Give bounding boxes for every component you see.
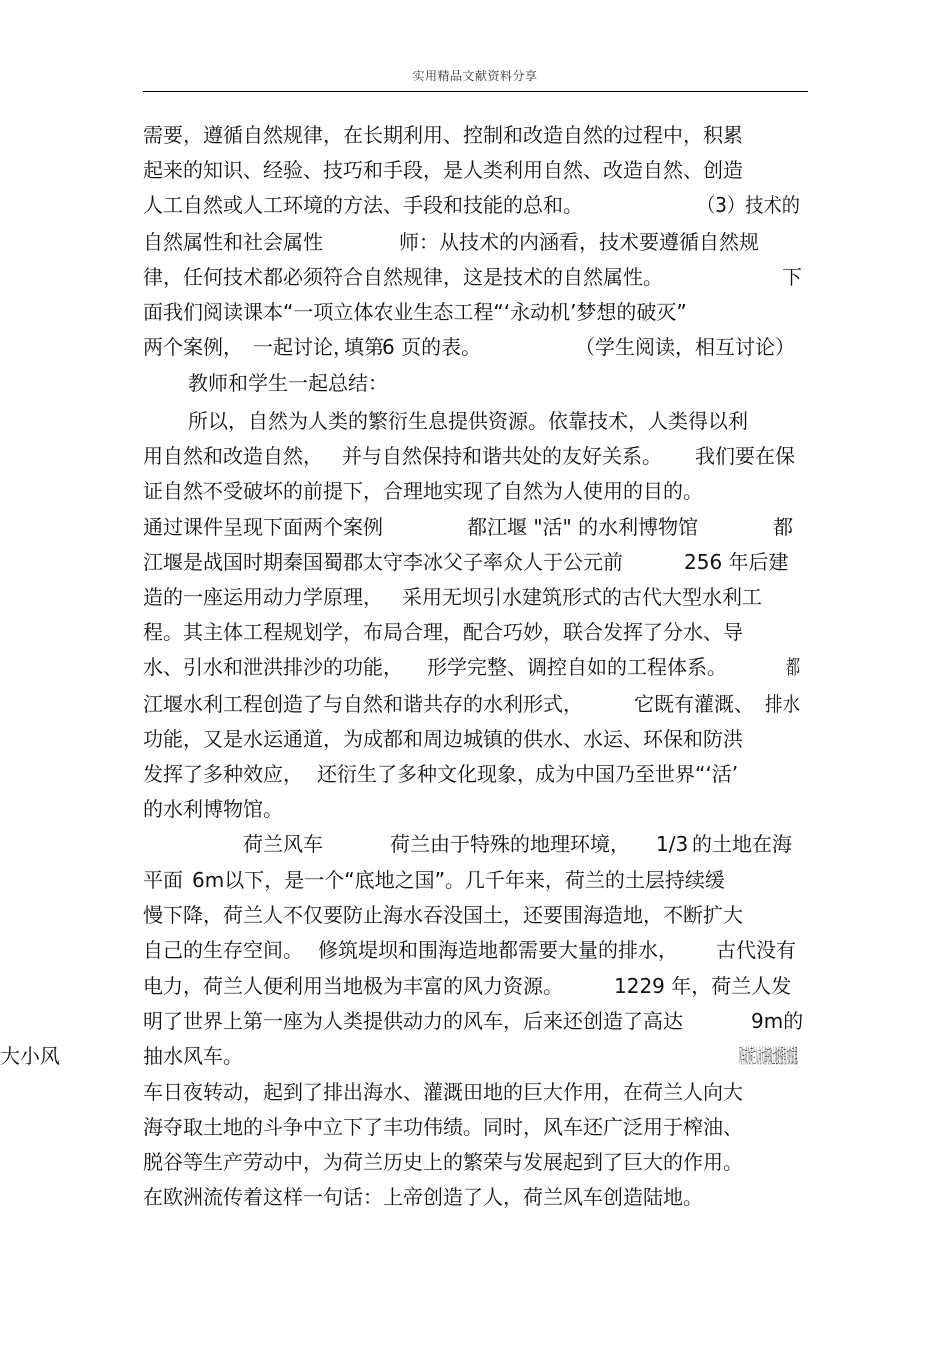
text-line	[0, 295, 950, 329]
text-segment: 电力，荷兰人便利用当地极为丰富的风力资源。	[143, 974, 563, 998]
text-segment: 证自然不受破坏的前提下，合理地实现了自然为人使用的目的。	[143, 479, 703, 503]
text-segment: 256 年后建	[684, 550, 789, 574]
text-line	[0, 1110, 950, 1144]
text-segment: （3）技术的	[697, 193, 801, 217]
text-segment: 抽水风车。	[143, 1044, 243, 1068]
text-segment: 我们要在保	[695, 444, 795, 468]
text-segment: 江堰水利工程创造了与自然和谐共存的水利形式，	[143, 692, 583, 716]
text-segment: 需要，遵循自然规律，在长期利用、控制和改造自然的过程中，积累	[143, 123, 743, 147]
text-line	[0, 687, 950, 721]
text-segment: 平面	[143, 868, 183, 892]
text-line	[0, 580, 950, 614]
text-segment: 一起讨论，	[253, 335, 353, 359]
text-segment: 江堰是战国时期秦国蜀郡太守李冰父子率众人于公元前	[143, 550, 623, 574]
text-line	[0, 933, 950, 967]
text-segment: 古代没有	[716, 938, 796, 962]
text-segment: 相互讨论）	[695, 335, 795, 359]
text-segment: 都	[786, 655, 800, 679]
text-line	[0, 722, 950, 756]
text-segment: 发挥了多种效应，	[143, 762, 303, 786]
text-line	[0, 330, 950, 364]
text-segment: 它既有灌溉、	[634, 692, 754, 716]
text-segment: 自己的生存空间。	[143, 938, 303, 962]
text-segment: 在欧洲流传着这样一句话：上帝创造了人，荷兰风车创造陆地。	[143, 1185, 703, 1209]
text-segment: 排水	[765, 692, 800, 716]
text-line	[0, 260, 950, 294]
text-line	[0, 1145, 950, 1179]
text-segment: 9m的	[751, 1009, 804, 1033]
text-line	[0, 118, 950, 152]
text-segment: 还衍生了多种文化现象，	[317, 762, 537, 786]
text-segment: 下	[782, 265, 802, 289]
text-segment: 荷兰风车	[243, 832, 323, 856]
text-segment: 的水利博物馆。	[143, 797, 283, 821]
text-segment: 程。其主体工程规划学，布局合理，配合巧妙，联合发挥了分水、导	[143, 620, 743, 644]
text-segment: 风车成为荷兰人向大海夺取土地的强有力的武器，	[739, 1044, 800, 1068]
text-line	[0, 153, 950, 187]
text-segment: 采用无坝引水建筑形式的古代大型水利工	[402, 585, 762, 609]
text-segment: 形学完整、调控自如的工程体系。	[427, 655, 727, 679]
text-segment: 律，任何技术都必须符合自然规律，这是技术的自然属性。	[143, 265, 663, 289]
text-segment: 修筑堤坝和围海造地都需要大量的排水，	[318, 938, 678, 962]
text-line	[0, 366, 950, 400]
text-line	[0, 545, 950, 579]
text-segment: 脱谷等生产劳动中，为荷兰历史上的繁荣与发展起到了巨大的作用。	[143, 1150, 743, 1174]
text-line	[0, 615, 950, 649]
text-segment: 教师和学生一起总结：	[188, 371, 388, 395]
text-segment: 车日夜转动，起到了排出海水、灌溉田地的巨大作用，在荷兰人向大	[143, 1080, 743, 1104]
text-line	[0, 1180, 950, 1214]
text-line	[0, 1039, 950, 1073]
text-segment: 并与自然保持和谐共处的友好关系。	[342, 444, 662, 468]
text-line	[0, 898, 950, 932]
text-segment: 1/3	[656, 832, 689, 856]
header-rule	[143, 91, 808, 92]
text-segment: 两个案例，	[143, 335, 243, 359]
text-segment: 填第	[344, 335, 384, 359]
text-segment: 起来的知识、经验、技巧和手段，是人类利用自然、改造自然、创造	[143, 158, 743, 182]
text-segment: 造的一座运用动力学原理，	[143, 585, 383, 609]
text-line	[0, 792, 950, 826]
text-segment: 师：从技术的内涵看，技术要遵循自然规	[399, 230, 759, 254]
text-segment: 大小风	[0, 1044, 60, 1068]
text-line	[0, 439, 950, 473]
text-segment: 所以，自然为人类的繁衍生息提供资源。依靠技术，人类得以利	[188, 409, 748, 433]
text-segment: 功能，又是水运通道，为成都和周边城镇的供水、水运、环保和防洪	[143, 727, 743, 751]
text-line	[0, 827, 950, 861]
page-header: 实用精品文献资料分享	[412, 69, 538, 83]
text-segment: 1229 年，荷兰人发	[614, 974, 792, 998]
text-segment: 面我们阅读课本“一项立体农业生态工程“‘永动机’梦想的破灭”	[143, 300, 687, 324]
text-segment: （学生阅读，	[575, 335, 695, 359]
text-line	[0, 188, 950, 222]
text-line	[0, 1075, 950, 1109]
text-segment: 都江堰 "活" 的水利博物馆	[467, 515, 699, 539]
text-segment: 6 页的表。	[382, 335, 482, 359]
text-segment: 6m以下，是一个“底地之国”。几千年来，荷兰的土层持续缓	[192, 868, 725, 892]
text-line	[0, 863, 950, 897]
text-segment: 水、引水和泄洪排沙的功能，	[143, 655, 403, 679]
text-segment: 明了世界上第一座为人类提供动力的风车，后来还创造了高达	[143, 1009, 683, 1033]
text-segment: 海夺取土地的斗争中立下了丰功伟绩。同时，风车还广泛用于榨油、	[143, 1115, 743, 1139]
text-segment: 用自然和改造自然，	[143, 444, 323, 468]
text-segment: 都	[773, 515, 793, 539]
text-segment: 人工自然或人工环境的方法、手段和技能的总和。	[143, 193, 583, 217]
text-line	[0, 969, 950, 1003]
text-line	[0, 1004, 950, 1038]
text-segment: 成为中国乃至世界“‘活’	[535, 762, 739, 786]
text-segment: 的土地在海	[692, 832, 792, 856]
text-line	[0, 510, 950, 544]
text-line	[0, 404, 950, 438]
text-segment: 自然属性和社会属性	[143, 230, 323, 254]
text-line	[0, 474, 950, 508]
text-segment: 慢下降，荷兰人不仅要防止海水吞没国土，还要围海造地，不断扩大	[143, 903, 743, 927]
text-segment: 荷兰由于特殊的地理环境，	[390, 832, 630, 856]
text-line	[0, 650, 950, 684]
text-line	[0, 757, 950, 791]
text-segment: 通过课件呈现下面两个案例	[143, 515, 383, 539]
text-line	[0, 225, 950, 259]
